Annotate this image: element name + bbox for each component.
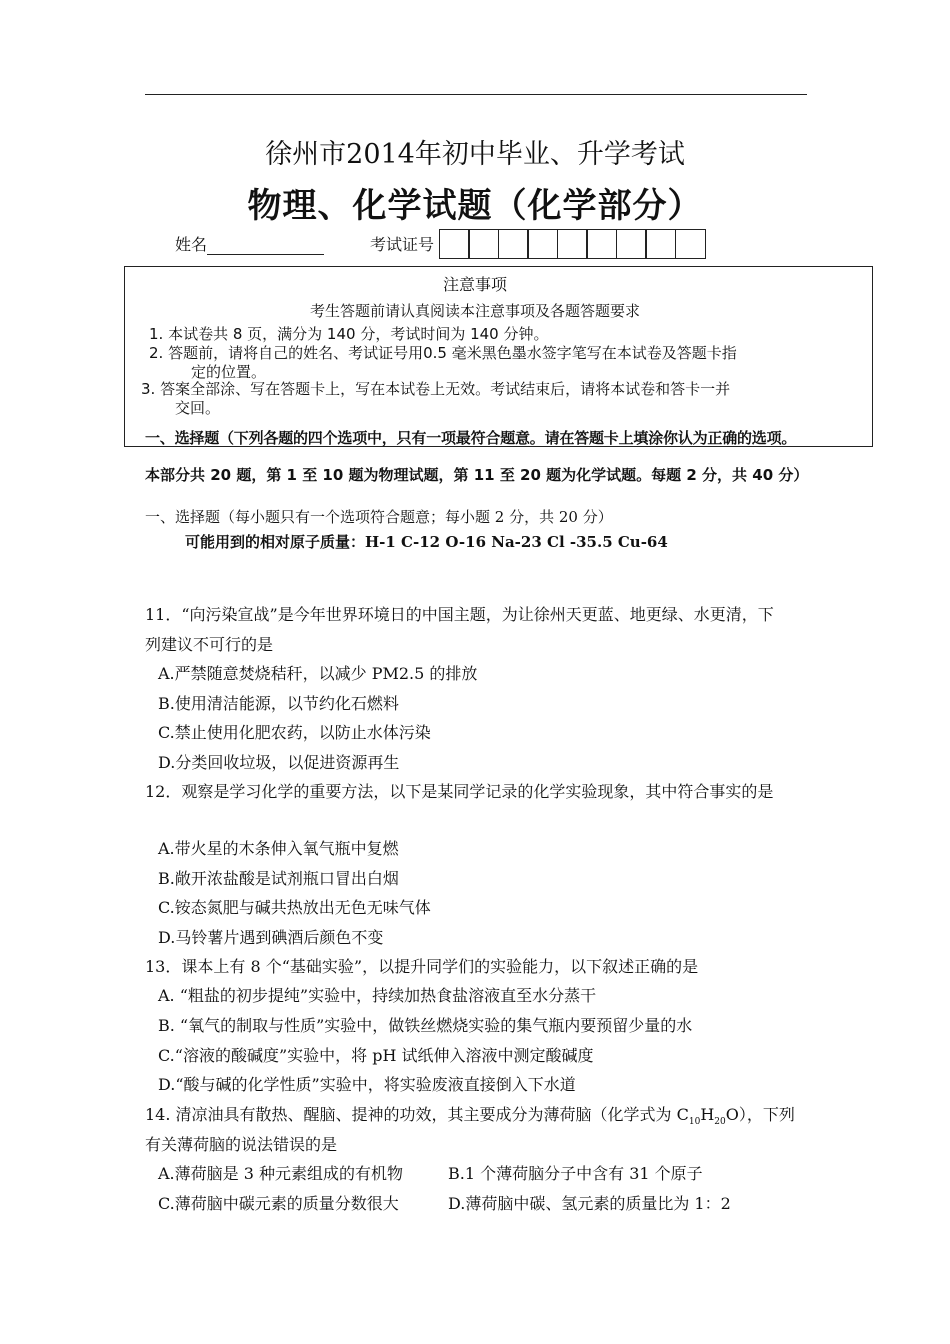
- notice-item-3-cont: 交回。: [175, 399, 221, 417]
- q13-option-a: A. “粗盐的初步提纯”实验中，持续加热食盐溶液直至水分蒸干: [158, 986, 597, 1005]
- exam-id-box[interactable]: [675, 229, 706, 259]
- notice-subheading: 考生答题前请认真阅读本注意事项及各题答题要求: [309, 302, 640, 320]
- name-label: 姓名: [175, 235, 208, 254]
- exam-title: 徐州市2014年初中毕业、升学考试: [265, 139, 685, 170]
- q13-option-d: D.“酸与碱的化学性质”实验中，将实验废液直接倒入下水道: [158, 1075, 576, 1094]
- q11-option-a: A.严禁随意焚烧秸秆，以减少 PM2.5 的排放: [158, 664, 478, 683]
- q11-stem-cont: 列建议不可行的是: [145, 635, 274, 654]
- q14-option-a: A.薄荷脑是 3 种元素组成的有机物: [158, 1164, 403, 1183]
- notice-item-2: 2. 答题前，请将自己的姓名、考试证号用0.5 毫米黑色墨水签字笔写在本试卷及答题卡指: [149, 344, 737, 362]
- notice-item-1: 1. 本试卷共 8 页，满分为 140 分，考试时间为 140 分钟。: [149, 325, 549, 343]
- notice-section-line: 一、选择题（下列各题的四个选项中，只有一项最符合题意。请在答题卡上填涂你认为正确的选项。: [145, 429, 797, 447]
- exam-id-box[interactable]: [557, 229, 588, 259]
- notice-item-3: 3. 答案全部涂、写在答题卡上，写在本试卷上无效。考试结束后，请将本试卷和答卡一并: [141, 380, 731, 398]
- q11-option-d: D.分类回收垃圾，以促进资源再生: [158, 753, 400, 772]
- q14-stem: 14. 清凉油具有散热、醒脑、提神的功效，其主要成分为薄荷脑（化学式为 $C_{10}H_{20}O$），下列: [145, 1105, 795, 1128]
- exam-id-box[interactable]: [498, 229, 529, 259]
- exam-id-label: 考试证号: [370, 235, 435, 254]
- section-info-line: 本部分共 20 题，第 1 至 10 题为物理试题，第 11 至 20 题为化学试题。每题 2 分，共 40 分）: [145, 466, 809, 484]
- q12-stem: 12．观察是学习化学的重要方法，以下是某同学记录的化学实验现象，其中符合事实的是: [145, 782, 774, 801]
- q13-option-c: C.“溶液的酸碱度”实验中，将 pH 试纸伸入溶液中测定酸碱度: [158, 1046, 594, 1065]
- exam-id-box[interactable]: [616, 229, 647, 259]
- q14-option-c: C.薄荷脑中碳元素的质量分数很大: [158, 1194, 399, 1213]
- exam-id-box[interactable]: [645, 229, 676, 259]
- atomic-mass-line: 可能用到的相对原子质量：H-1 C-12 O-16 Na-23 Cl -35.5 Cu-64: [185, 533, 668, 551]
- q11-option-c: C.禁止使用化肥农药，以防止水体污染: [158, 723, 431, 742]
- q11-option-b: B.使用清洁能源，以节约化石燃料: [158, 694, 399, 713]
- exam-id-box[interactable]: [527, 229, 558, 259]
- notice-heading: 注意事项: [442, 275, 507, 294]
- q13-stem: 13．课本上有 8 个“基础实验”，以提升同学们的实验能力，以下叙述正确的是: [145, 957, 699, 976]
- q12-option-b: B.敞开浓盐酸是试剂瓶口冒出白烟: [158, 869, 399, 888]
- candidate-info-row: [175, 232, 434, 255]
- header-rule: [145, 94, 807, 95]
- exam-id-box[interactable]: [586, 229, 617, 259]
- section-heading: 一、选择题（每小题只有一个选项符合题意；每小题 2 分，共 20 分）: [145, 508, 613, 526]
- q13-option-b: B. “氧气的制取与性质”实验中，做铁丝燃烧实验的集气瓶内要预留少量的水: [158, 1016, 693, 1035]
- q12-option-a: A.带火星的木条伸入氧气瓶中复燃: [158, 839, 399, 858]
- notice-item-2-cont: 定的位置。: [191, 363, 267, 381]
- exam-id-box[interactable]: [468, 229, 499, 259]
- q14-option-b: B.1 个薄荷脑分子中含有 31 个原子: [448, 1164, 703, 1183]
- exam-subtitle: 物理、化学试题（化学部分）: [247, 186, 703, 226]
- name-field[interactable]: [207, 236, 324, 255]
- exam-id-boxes[interactable]: [440, 229, 706, 259]
- exam-id-box[interactable]: [439, 229, 470, 259]
- q12-option-d: D.马铃薯片遇到碘酒后颜色不变: [158, 928, 384, 947]
- q14-option-d: D.薄荷脑中碳、氢元素的质量比为 1：2: [448, 1194, 731, 1213]
- q11-stem: 11．“向污染宣战”是今年世界环境日的中国主题，为让徐州天更蓝、地更绿、水更清，下: [145, 605, 774, 624]
- q12-option-c: C.铵态氮肥与碱共热放出无色无味气体: [158, 898, 431, 917]
- q14-stem-cont: 有关薄荷脑的说法错误的是: [145, 1135, 338, 1154]
